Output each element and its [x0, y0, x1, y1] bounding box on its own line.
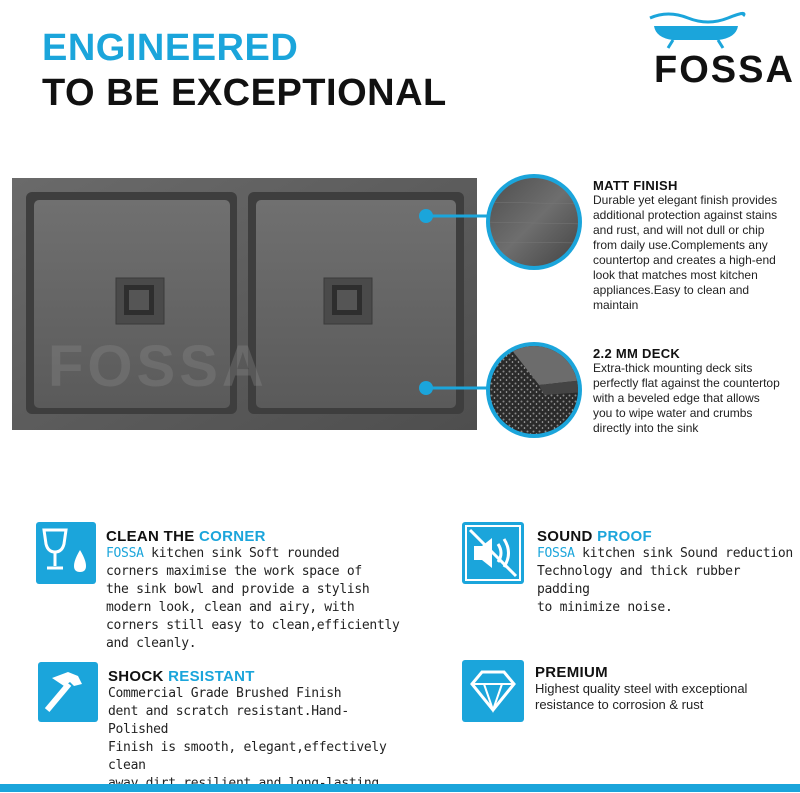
body-line: Highest quality steel with exceptional — [535, 681, 748, 696]
body-line: Commercial Grade Brushed Finish — [108, 686, 342, 701]
shock-resistant-title — [108, 668, 408, 685]
sound-proof-body — [537, 545, 797, 617]
shock-resistant-feature — [108, 668, 408, 793]
body-line: resistance to corrosion & rust — [535, 697, 704, 712]
brand-word: FOSSA — [537, 546, 575, 561]
shock-resistant-icon-box — [38, 662, 98, 722]
body-line: dent and scratch resistant.Hand-Polished — [108, 704, 349, 737]
premium-icon-box — [462, 660, 524, 722]
body-line: appliances.Easy to clean and — [593, 283, 750, 297]
title-part: CLEAN THE — [106, 528, 199, 545]
premium-title: PREMIUM — [535, 664, 608, 681]
headline-line-1: ENGINEERED — [42, 27, 299, 69]
body-text: kitchen sink Sound reduction — [574, 546, 793, 561]
bathtub-logo-icon — [648, 8, 768, 52]
body-line: with a beveled edge that allows — [593, 391, 760, 405]
title-part: SHOCK — [108, 668, 169, 685]
clean-corner-icon-box — [36, 522, 96, 584]
deck-body — [593, 361, 798, 436]
body-line: corners still easy to clean,efficiently — [106, 618, 400, 633]
body-text: kitchen sink Soft rounded — [143, 546, 340, 561]
bottom-accent-bar — [0, 784, 800, 792]
matt-finish-title: MATT FINISH — [593, 178, 678, 193]
body-line: you to wipe water and crumbs — [593, 406, 753, 420]
title-highlight: PROOF — [597, 528, 652, 545]
sound-proof-icon-box — [462, 522, 524, 584]
body-line: maintain — [593, 298, 639, 312]
title-highlight: CORNER — [199, 528, 266, 545]
body-line — [537, 545, 797, 563]
clean-corner-body — [106, 545, 406, 653]
body-line: from daily use.Complements any — [593, 238, 768, 252]
body-line: the sink bowl and provide a stylish — [106, 582, 370, 597]
matt-finish-body — [593, 193, 798, 313]
body-line: Technology and thick rubber padding — [537, 564, 741, 597]
body-line — [106, 545, 406, 563]
body-line: modern look, clean and airy, with — [106, 600, 355, 615]
sound-proof-feature — [537, 528, 797, 617]
diamond-icon — [462, 660, 524, 722]
matt-finish-callout — [593, 178, 798, 313]
title-part: SOUND — [537, 528, 598, 545]
body-line: and rust, and will not dull or chip — [593, 223, 765, 237]
matt-finish-swatch — [484, 172, 584, 272]
body-line: directly into the sink — [593, 421, 699, 435]
title-highlight: RESISTANT — [168, 668, 255, 685]
body-line: countertop and creates a high-end — [593, 253, 776, 267]
clean-corner-title — [106, 528, 406, 545]
body-line: corners maximise the work space of — [106, 564, 362, 579]
body-line: perfectly flat against the countertop — [593, 376, 780, 390]
sink-watermark: FOSSA — [48, 334, 268, 399]
body-line: look that matches most kitchen — [593, 268, 758, 282]
premium-body — [535, 681, 797, 713]
speaker-mute-icon — [462, 522, 524, 584]
body-line: Extra-thick mounting deck sits — [593, 361, 753, 375]
double-sink-image — [12, 178, 477, 430]
body-line: and cleanly. — [106, 636, 197, 651]
headline-line-2: TO BE EXCEPTIONAL — [42, 72, 447, 114]
clean-corner-feature — [106, 528, 406, 653]
sound-proof-title — [537, 528, 797, 545]
body-line: additional protection against stains — [593, 208, 778, 222]
logo-text: FOSSA — [654, 49, 795, 91]
brand-word: FOSSA — [106, 546, 144, 561]
body-line: Durable yet elegant finish provides — [593, 193, 778, 207]
hammer-icon — [38, 662, 98, 722]
deck-callout — [593, 346, 798, 436]
body-line: Finish is smooth, elegant,effectively clean — [108, 740, 387, 773]
deck-edge-closeup — [484, 340, 584, 440]
body-line: to minimize noise. — [537, 600, 673, 615]
shock-resistant-body — [108, 685, 408, 793]
fossa-logo — [648, 8, 795, 91]
glass-drop-icon — [36, 522, 96, 584]
deck-title: 2.2 MM DECK — [593, 346, 681, 361]
premium-feature — [535, 664, 797, 713]
